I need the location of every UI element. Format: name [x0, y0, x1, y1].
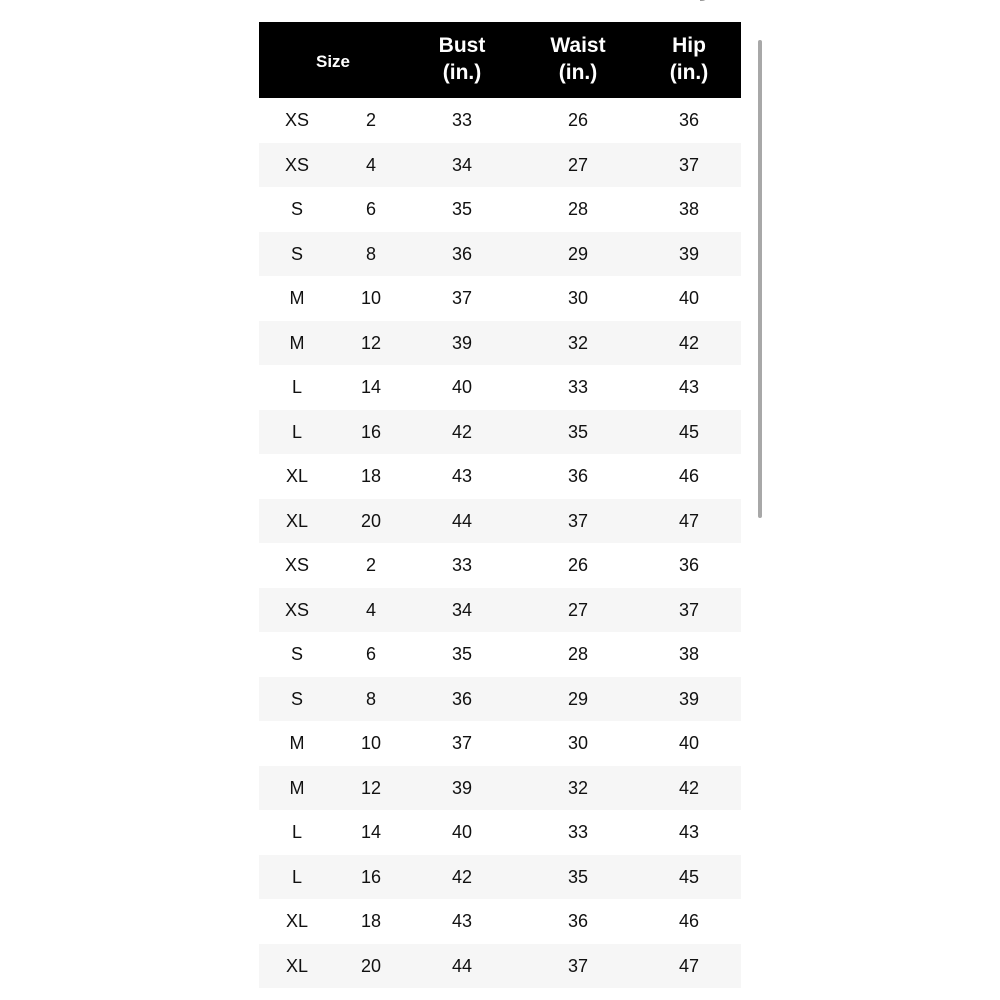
size-letter-cell: XL	[285, 911, 309, 931]
size-letter-cell: L	[291, 377, 302, 397]
bust-cell: 44	[451, 955, 473, 976]
waist-cell: 33	[567, 377, 589, 397]
hip-cell: 38	[678, 644, 700, 664]
size-letter-cell: XL	[285, 510, 309, 531]
table-row	[259, 766, 741, 811]
waist-cell: 33	[567, 822, 589, 842]
bust-cell: 42	[451, 421, 473, 442]
table-row	[259, 410, 741, 455]
bust-cell: 35	[451, 199, 473, 219]
hip-cell: 36	[678, 110, 700, 130]
size-number-cell: 16	[360, 421, 382, 442]
hip-cell: 39	[678, 243, 700, 264]
waist-cell: 32	[567, 332, 589, 353]
table-row	[259, 232, 741, 277]
size-letter-cell: L	[291, 866, 302, 887]
waist-cell: 26	[567, 110, 589, 130]
hip-cell: 37	[678, 154, 700, 175]
hip-cell: 38	[678, 199, 700, 219]
size-number-cell: 20	[360, 510, 382, 531]
size-letter-cell: XS	[284, 110, 309, 130]
size-letter-cell: M	[289, 733, 305, 753]
size-number-cell: 16	[360, 866, 382, 887]
bust-cell: 39	[451, 777, 473, 798]
hip-cell: 42	[678, 332, 700, 353]
hip-cell: 39	[678, 688, 700, 709]
waist-cell: 32	[567, 777, 589, 798]
waist-cell: 30	[567, 733, 589, 753]
table-row	[259, 543, 741, 588]
table-row	[259, 187, 741, 232]
size-number-cell: 4	[365, 599, 376, 620]
table-row	[259, 855, 741, 900]
table-row	[259, 321, 741, 366]
size-number-cell: 18	[360, 911, 382, 931]
size-number-cell: 20	[360, 955, 382, 976]
table-row	[259, 499, 741, 544]
bust-cell: 40	[451, 822, 473, 842]
waist-cell: 27	[567, 154, 589, 175]
size-number-cell: 2	[365, 555, 376, 575]
bust-cell: 37	[451, 288, 473, 308]
size-letter-cell: M	[289, 288, 305, 308]
size-letter-cell: XL	[285, 466, 309, 486]
size-letter-cell: M	[289, 332, 305, 353]
table-row	[259, 276, 741, 321]
waist-cell: 29	[567, 243, 589, 264]
size-number-cell: 14	[360, 822, 382, 842]
waist-cell: 36	[567, 911, 589, 931]
corner-fragment	[700, 0, 708, 1]
table-row	[259, 454, 741, 499]
table-row	[259, 98, 741, 143]
waist-cell: 28	[567, 199, 589, 219]
waist-cell: 35	[567, 421, 589, 442]
bust-cell: 40	[451, 377, 473, 397]
table-row	[259, 365, 741, 410]
size-number-cell: 2	[365, 110, 376, 130]
table-row	[259, 677, 741, 722]
size-letter-cell: L	[291, 822, 302, 842]
size-number-cell: 4	[365, 154, 376, 175]
size-number-cell: 12	[360, 777, 382, 798]
hip-cell: 36	[678, 555, 700, 575]
size-number-cell: 18	[360, 466, 382, 486]
table-row	[259, 588, 741, 633]
size-chart-table	[259, 22, 741, 988]
bust-cell: 39	[451, 332, 473, 353]
hip-cell: 37	[678, 599, 700, 620]
table-row	[259, 721, 741, 766]
bust-cell: 34	[451, 599, 473, 620]
bust-cell: 43	[451, 466, 473, 486]
size-letter-cell: XS	[284, 555, 309, 575]
waist-cell: 30	[567, 288, 589, 308]
table-row	[259, 899, 741, 944]
size-number-cell: 10	[360, 288, 382, 308]
size-number-cell: 6	[365, 199, 376, 219]
scrollbar-thumb[interactable]	[758, 40, 762, 518]
bust-cell: 42	[451, 866, 473, 887]
size-number-cell: 10	[360, 733, 382, 753]
hip-cell: 46	[678, 911, 700, 931]
bust-cell: 33	[451, 555, 473, 575]
hip-cell: 45	[678, 421, 700, 442]
table-row	[259, 143, 741, 188]
waist-cell: 27	[567, 599, 589, 620]
size-letter-cell: S	[290, 688, 303, 709]
size-letter-cell: XS	[284, 599, 309, 620]
bust-cell: 34	[451, 154, 473, 175]
bust-cell: 43	[451, 911, 473, 931]
waist-cell: 26	[567, 555, 589, 575]
table-header	[259, 22, 741, 98]
bust-cell: 44	[451, 510, 473, 531]
size-letter-cell: XL	[285, 955, 309, 976]
waist-cell: 29	[567, 688, 589, 709]
size-number-cell: 14	[360, 377, 382, 397]
hip-cell: 45	[678, 866, 700, 887]
table-row	[259, 810, 741, 855]
waist-cell: 28	[567, 644, 589, 664]
bust-cell: 33	[451, 110, 473, 130]
size-letter-cell: S	[290, 243, 303, 264]
waist-cell: 35	[567, 866, 589, 887]
hip-cell: 40	[678, 288, 700, 308]
hip-cell: 46	[678, 466, 700, 486]
waist-cell: 37	[567, 510, 589, 531]
header-waist: Waist (in.)	[550, 34, 606, 84]
size-number-cell: 12	[360, 332, 382, 353]
waist-cell: 37	[567, 955, 589, 976]
size-letter-cell: S	[290, 644, 303, 664]
waist-cell: 36	[567, 466, 589, 486]
scrollbar[interactable]	[757, 40, 763, 520]
header-bust: Bust (in.)	[438, 34, 486, 84]
size-letter-cell: S	[290, 199, 303, 219]
bust-cell: 35	[451, 644, 473, 664]
size-letter-cell: XS	[284, 154, 309, 175]
table-row	[259, 632, 741, 677]
hip-cell: 47	[678, 955, 700, 976]
header-size: Size	[315, 51, 351, 71]
hip-cell: 40	[678, 733, 700, 753]
size-number-cell: 6	[365, 644, 376, 664]
hip-cell: 43	[678, 822, 700, 842]
bust-cell: 36	[451, 243, 473, 264]
bust-cell: 37	[451, 733, 473, 753]
size-number-cell: 8	[365, 243, 376, 264]
hip-cell: 47	[678, 510, 700, 531]
table-body	[259, 98, 741, 988]
header-hip: Hip (in.)	[669, 34, 709, 84]
size-letter-cell: L	[291, 421, 302, 442]
bust-cell: 36	[451, 688, 473, 709]
table-row	[259, 944, 741, 989]
hip-cell: 43	[678, 377, 700, 397]
size-letter-cell: M	[289, 777, 305, 798]
size-number-cell: 8	[365, 688, 376, 709]
hip-cell: 42	[678, 777, 700, 798]
